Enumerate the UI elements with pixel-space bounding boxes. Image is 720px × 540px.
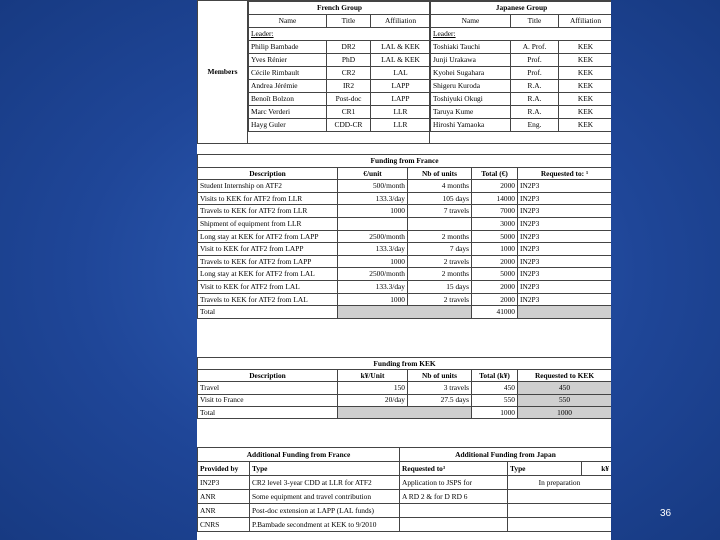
french-member-affiliation: LLR <box>371 119 430 132</box>
ff-table-row <box>198 192 612 205</box>
japanese-member-name: Toshiaki Tauchi <box>431 41 511 54</box>
addl-row-1-by: IN2P3 <box>198 476 250 490</box>
ff-cell: Shipment of equipment from LLR <box>198 217 338 230</box>
members-label: Members <box>198 1 248 144</box>
ff-cell: 5000 <box>472 230 518 243</box>
fk-table-row <box>198 382 612 394</box>
japanese-member-affiliation: KEK <box>559 80 612 93</box>
ff-cell: 133.3/day <box>338 192 408 205</box>
japanese-member-title: R.A. <box>511 93 559 106</box>
ff-cell: IN2P3 <box>518 192 612 205</box>
french-member-title: DR2 <box>327 41 371 54</box>
col-type: Type <box>250 462 400 476</box>
french-member-name: Andrea Jérémie <box>249 80 327 93</box>
ff-cell: IN2P3 <box>518 205 612 218</box>
french-member-affiliation: LAL <box>371 67 430 80</box>
japanese-member-name: Shigeru Kuroda <box>431 80 511 93</box>
ff-cell: IN2P3 <box>518 255 612 268</box>
french-leader-label: Leader: <box>249 28 430 41</box>
jp-requested-line1: Application to JSPS for <box>400 476 508 490</box>
fk-cell: Visit to France <box>198 394 338 406</box>
ff-cell: 7 days <box>408 243 472 256</box>
ff-cell: IN2P3 <box>518 180 612 193</box>
addl-row-2-type: Some equipment and travel contribution <box>250 490 400 504</box>
french-member-affiliation: LAPP <box>371 80 430 93</box>
french-member-name: Benoît Bolzon <box>249 93 327 106</box>
ff-cell: Visits to KEK for ATF2 from LLR <box>198 192 338 205</box>
ff-cell: Student Internship on ATF2 <box>198 180 338 193</box>
japanese-group-table <box>430 1 611 132</box>
japanese-member-name: Junji Urakawa <box>431 54 511 67</box>
ff-cell: Long stay at KEK for ATF2 from LAPP <box>198 230 338 243</box>
fk-total-value: 1000 <box>472 406 518 418</box>
japanese-member-affiliation: KEK <box>559 41 612 54</box>
ff-table-row <box>198 205 612 218</box>
japanese-member-row <box>431 41 612 54</box>
japanese-leader-label: Leader: <box>431 28 612 41</box>
ff-cell: 2 months <box>408 230 472 243</box>
japanese-group-cell <box>430 1 612 144</box>
fk-cell: 450 <box>518 382 612 394</box>
japanese-member-title: Prof. <box>511 67 559 80</box>
french-col-name: Name <box>249 15 327 28</box>
ff-col-header: Nb of units <box>408 167 472 180</box>
japanese-member-title: Prof. <box>511 54 559 67</box>
addl-row-4-by: CNRS <box>198 518 250 532</box>
fk-cell: Travel <box>198 382 338 394</box>
french-member-title: Post-doc <box>327 93 371 106</box>
japanese-member-name: Toshiyuki Okugi <box>431 93 511 106</box>
addl-row-2-by: ANR <box>198 490 250 504</box>
french-col-affiliation: Affiliation <box>371 15 430 28</box>
ff-table-row <box>198 255 612 268</box>
japanese-member-affiliation: KEK <box>559 67 612 80</box>
fk-cell: 550 <box>518 394 612 406</box>
jp-requested-line2: A RD 2 & for D RD 6 <box>400 490 508 504</box>
addl-row-3-by: ANR <box>198 504 250 518</box>
ff-table-row <box>198 180 612 193</box>
ff-cell: 2 travels <box>408 293 472 306</box>
ff-col-header: €/unit <box>338 167 408 180</box>
french-member-name: Hayg Guler <box>249 119 327 132</box>
japanese-member-name: Taruya Kume <box>431 106 511 119</box>
ff-table-row <box>198 243 612 256</box>
ff-cell: IN2P3 <box>518 217 612 230</box>
ff-col-header: Description <box>198 167 338 180</box>
ff-cell: IN2P3 <box>518 293 612 306</box>
french-member-affiliation: LAPP <box>371 93 430 106</box>
ff-table-row <box>198 293 612 306</box>
french-member-name: Philip Bambade <box>249 41 327 54</box>
ff-total-value: 41000 <box>472 306 518 319</box>
funding-france-section <box>197 154 611 319</box>
jp-status: In preparation <box>508 476 612 490</box>
ff-cell: 5000 <box>472 268 518 281</box>
french-member-row <box>249 106 430 119</box>
fk-cell: 150 <box>338 382 408 394</box>
addl-row-4-type: P.Bambade secondment at KEK to 9/2010 <box>250 518 400 532</box>
french-group-title: French Group <box>249 2 430 15</box>
additional-funding-section <box>197 447 611 532</box>
ff-cell: 2 travels <box>408 255 472 268</box>
ff-cell: 2000 <box>472 293 518 306</box>
japanese-member-title: Eng. <box>511 119 559 132</box>
french-member-title: IR2 <box>327 80 371 93</box>
ff-cell: 3000 <box>472 217 518 230</box>
ff-cell <box>338 217 408 230</box>
japanese-member-affiliation: KEK <box>559 93 612 106</box>
ff-cell: IN2P3 <box>518 230 612 243</box>
ff-cell: 2500/month <box>338 230 408 243</box>
french-member-title: CDD-CR <box>327 119 371 132</box>
fk-col-header: Description <box>198 370 338 382</box>
japanese-member-row <box>431 80 612 93</box>
french-member-title: CR2 <box>327 67 371 80</box>
french-member-name: Marc Verderi <box>249 106 327 119</box>
japanese-member-row <box>431 119 612 132</box>
fk-cell: 550 <box>472 394 518 406</box>
ff-cell: 2500/month <box>338 268 408 281</box>
japanese-group-title: Japanese Group <box>431 2 612 15</box>
japanese-member-affiliation: KEK <box>559 54 612 67</box>
col-requested-to: Requested to³ <box>400 462 508 476</box>
fk-col-header: Total (k¥) <box>472 370 518 382</box>
col-yen: k¥ <box>582 462 612 476</box>
fk-cell: 27.5 days <box>408 394 472 406</box>
japanese-col-title: Title <box>511 15 559 28</box>
ff-cell: IN2P3 <box>518 268 612 281</box>
french-member-title: CR1 <box>327 106 371 119</box>
ff-cell: 2 months <box>408 268 472 281</box>
japanese-member-row <box>431 106 612 119</box>
french-member-row <box>249 119 430 132</box>
japanese-member-title: R.A. <box>511 106 559 119</box>
ff-cell: 2000 <box>472 255 518 268</box>
addl-row-1-type: CR2 level 3-year CDD at LLR for ATF2 <box>250 476 400 490</box>
ff-col-header: Total (€) <box>472 167 518 180</box>
japanese-member-name: Hiroshi Yamaoka <box>431 119 511 132</box>
french-group-cell <box>248 1 430 144</box>
ff-col-header: Requested to: ¹ <box>518 167 612 180</box>
fk-total-label: Total <box>198 406 338 418</box>
fk-col-header: Nb of units <box>408 370 472 382</box>
fk-col-header: k¥/Unit <box>338 370 408 382</box>
french-member-row <box>249 80 430 93</box>
ff-cell: 133.3/day <box>338 243 408 256</box>
french-member-affiliation: LLR <box>371 106 430 119</box>
ff-cell: 1000 <box>338 255 408 268</box>
addl-row-3-type: Post-doc extension at LAPP (LAL funds) <box>250 504 400 518</box>
french-member-affiliation: LAL & KEK <box>371 54 430 67</box>
ff-cell: Travels to KEK for ATF2 from LLR <box>198 205 338 218</box>
french-member-affiliation: LAL & KEK <box>371 41 430 54</box>
col-provided-by: Provided by <box>198 462 250 476</box>
french-member-row <box>249 67 430 80</box>
funding-kek-section <box>197 357 611 419</box>
members-section <box>197 0 611 144</box>
ff-cell <box>408 217 472 230</box>
ff-cell: 500/month <box>338 180 408 193</box>
document-sheet <box>197 0 611 540</box>
ff-cell: 7 travels <box>408 205 472 218</box>
additional-france-title: Additional Funding from France <box>198 448 400 462</box>
ff-cell: 7000 <box>472 205 518 218</box>
ff-cell: 133.3/day <box>338 280 408 293</box>
japanese-member-affiliation: KEK <box>559 119 612 132</box>
ff-total-label: Total <box>198 306 338 319</box>
fk-total-requested: 1000 <box>518 406 612 418</box>
french-member-row <box>249 93 430 106</box>
col-type-jp: Type <box>508 462 582 476</box>
ff-cell: Long stay at KEK for ATF2 from LAL <box>198 268 338 281</box>
ff-cell: 15 days <box>408 280 472 293</box>
ff-table-row <box>198 268 612 281</box>
fk-cell: 3 travels <box>408 382 472 394</box>
ff-cell: Visit to KEK for ATF2 from LAL <box>198 280 338 293</box>
fk-cell: 450 <box>472 382 518 394</box>
french-member-row <box>249 41 430 54</box>
ff-cell: 1000 <box>472 243 518 256</box>
ff-cell: 14000 <box>472 192 518 205</box>
ff-table-row <box>198 230 612 243</box>
ff-table-row <box>198 217 612 230</box>
ff-cell: 1000 <box>338 205 408 218</box>
additional-japan-title: Additional Funding from Japan <box>400 448 612 462</box>
ff-cell: 2000 <box>472 180 518 193</box>
japanese-member-title: R.A. <box>511 80 559 93</box>
ff-cell: IN2P3 <box>518 280 612 293</box>
slide-number: 36 <box>660 508 672 519</box>
fk-table-row <box>198 394 612 406</box>
japanese-col-affiliation: Affiliation <box>559 15 612 28</box>
french-member-row <box>249 54 430 67</box>
ff-cell: Visit to KEK for ATF2 from LAPP <box>198 243 338 256</box>
ff-cell: 1000 <box>338 293 408 306</box>
japanese-member-row <box>431 67 612 80</box>
ff-cell: 2000 <box>472 280 518 293</box>
ff-cell: 105 days <box>408 192 472 205</box>
funding-france-title: Funding from France <box>198 155 612 168</box>
ff-cell: IN2P3 <box>518 243 612 256</box>
french-member-title: PhD <box>327 54 371 67</box>
japanese-member-title: A. Prof. <box>511 41 559 54</box>
french-member-name: Yves Rénier <box>249 54 327 67</box>
japanese-member-name: Kyohei Sugahara <box>431 67 511 80</box>
ff-cell: 4 months <box>408 180 472 193</box>
french-member-name: Cécile Rimbault <box>249 67 327 80</box>
japanese-member-affiliation: KEK <box>559 106 612 119</box>
ff-cell: Travels to KEK for ATF2 from LAL <box>198 293 338 306</box>
funding-kek-title: Funding from KEK <box>198 358 612 370</box>
japanese-member-row <box>431 54 612 67</box>
fk-cell: 20/day <box>338 394 408 406</box>
ff-cell: Travels to KEK for ATF2 from LAPP <box>198 255 338 268</box>
japanese-col-name: Name <box>431 15 511 28</box>
ff-table-row <box>198 280 612 293</box>
fk-col-header: Requested to KEK <box>518 370 612 382</box>
japanese-member-row <box>431 93 612 106</box>
french-col-title: Title <box>327 15 371 28</box>
french-group-table <box>248 1 430 132</box>
